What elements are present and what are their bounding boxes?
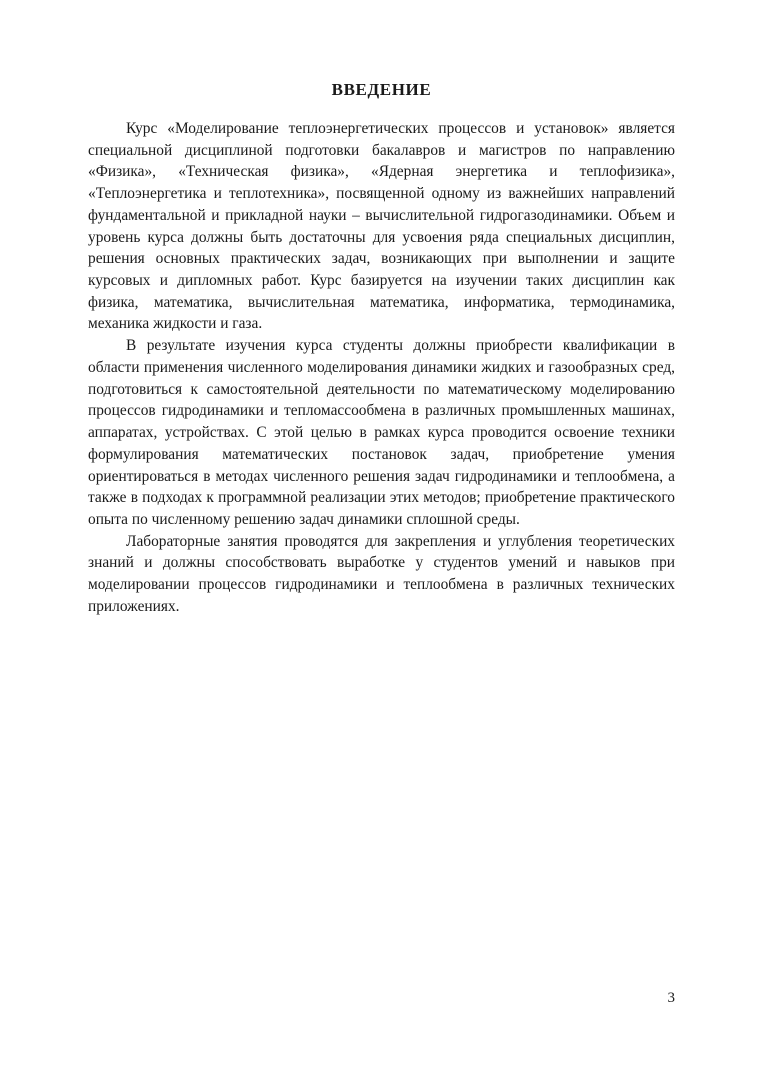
paragraph-3: Лабораторные занятия проводятся для закрепления и углубления теоретических знаний и должны способствовать выработке у студентов умений и навыков при моделировании процессов гидродинамики и теплообмена в различных технических приложениях. <box>88 532 675 615</box>
page-number: 3 <box>667 990 675 1006</box>
paragraph-2: В результате изучения курса студенты должны приобрести квалификации в области применения численного моделирования динамики жидких и газообразных сред, подготовиться к самостоятельной деятельности по математическому моделированию процессов гидродинамики и тепломассообмена в различных промышленных машинах, аппаратах, устройствах. С этой целью в рамках курса проводится освоение техники формулирования математических постановок задач, приобретение умения ориентироваться в методах численного решения задач гидродинамики и теплообмена, а также в подходах к программной реализации этих методов; приобретение практического опыта по численному решению задач динамики сплошной среды. <box>88 337 675 528</box>
paragraph-1: Курс «Моделирование теплоэнергетических процессов и установок» является специальной дисциплиной подготовки бакалавров и магистров по направлению «Физика», «Техническая физика», «Ядерная энергетика и теплофизика», «Теплоэнергетика и теплотехника», посвященной одному из важнейших направлений фундаментальной и прикладной науки – вычислительной гидрогазодинамики. Объем и уровень курса должны быть достаточны для усвоения ряда специальных дисциплин, решения основных практических задач, возникающих при выполнении и защите курсовых и дипломных работ. Курс базируется на изучении таких дисциплин как физика, математика, вычислительная математика, информатика, термодинамика, механика жидкости и газа. <box>88 120 675 333</box>
body-text <box>88 118 675 618</box>
page-title: ВВЕДЕНИЕ <box>331 80 432 99</box>
